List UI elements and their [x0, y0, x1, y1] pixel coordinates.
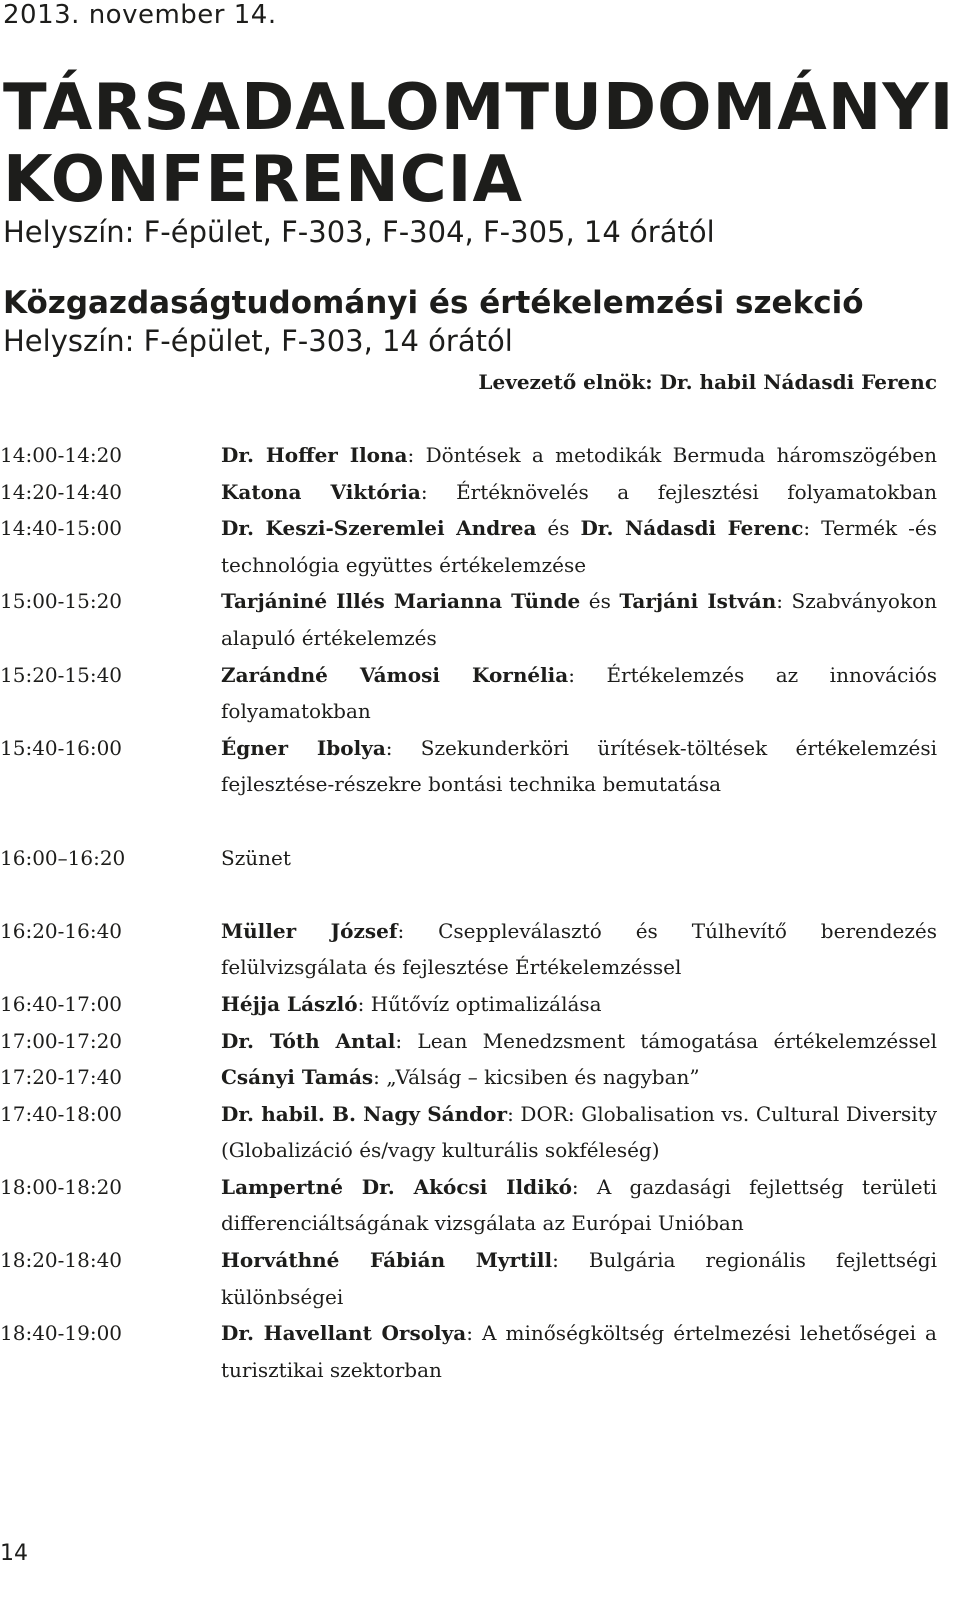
section-title: Közgazdaságtudományi és értékelemzési szekció	[3, 285, 864, 321]
schedule-row	[0, 913, 937, 986]
slot-time: 18:20-18:40	[0, 1248, 123, 1273]
slot-time: 17:40-18:00	[0, 1101, 123, 1126]
speaker-name: Horváthné Fábián Myrtill	[221, 1248, 553, 1273]
slot-text	[221, 1169, 937, 1242]
slot-text	[221, 1242, 937, 1315]
conference-date: 2013. november 14.	[3, 0, 277, 30]
schedule-row	[0, 474, 937, 511]
slot-time: 16:20-16:40	[0, 918, 123, 943]
schedule-row	[0, 730, 937, 803]
speaker-name: Lampertné Dr. Akócsi Ildikó	[221, 1174, 572, 1199]
conference-title: TÁRSADALOMTUDOMÁNYI KONFERENCIA	[3, 71, 955, 217]
spacer	[0, 803, 937, 840]
speaker-name: Dr. Keszi-Szeremlei Andrea	[221, 516, 537, 541]
slot-time: 18:40-19:00	[0, 1321, 123, 1346]
slot-text	[221, 1096, 937, 1169]
slot-text	[221, 840, 937, 877]
talk-title: : „Válság – kicsiben és nagyban”	[373, 1065, 700, 1090]
speaker-joiner: és	[536, 516, 581, 541]
schedule-row	[0, 510, 937, 583]
talk-title: : Termék -és technológia együttes értékelemzése	[221, 516, 937, 577]
schedule-row	[0, 1096, 937, 1169]
section-venue: Helyszín: F-épület, F-303, 14 órától	[3, 324, 513, 358]
talk-title: : Értéknövelés a fejlesztési folyamatokban	[420, 479, 937, 504]
speaker-joiner: és	[580, 589, 620, 614]
slot-time: 14:20-14:40	[0, 479, 123, 504]
speaker-name: Héjja László	[221, 991, 358, 1016]
talk-title: : Szekunderköri ürítések-töltések értékelemzési fejlesztése-részekre bontási technika bemutatása	[221, 735, 937, 797]
talk-title: : Értékelemzés az innovációs folyamatokban	[221, 662, 938, 724]
speaker-name: Dr. habil. B. Nagy Sándor	[221, 1101, 508, 1126]
slot-text	[221, 437, 937, 474]
talk-title: : Cseppleválasztó és Túlhevítő berendezés felülvizsgálata és fejlesztése Értékelemzéssel	[221, 918, 937, 980]
schedule-row	[0, 1315, 937, 1388]
break-label: Szünet	[221, 845, 291, 870]
schedule-row	[0, 1059, 937, 1096]
session-chair: Levezető elnök: Dr. habil Nádasdi Ferenc	[478, 370, 937, 394]
slot-time: 15:40-16:00	[0, 735, 123, 760]
slot-time: 16:00–16:20	[0, 845, 126, 870]
talk-title: : Lean Menedzsment támogatása értékelemzéssel	[395, 1028, 938, 1053]
speaker-name: Csányi Tamás	[221, 1065, 374, 1090]
slot-text	[221, 1315, 937, 1388]
speaker-name: Égner Ibolya	[221, 735, 386, 760]
talk-title: : Bulgária regionális fejlettségi különbségei	[221, 1248, 937, 1309]
schedule-row	[0, 583, 937, 656]
slot-time: 15:20-15:40	[0, 662, 123, 687]
speaker-name: Dr. Hoffer Ilona	[221, 443, 408, 467]
talk-title: : Hűtővíz optimalizálása	[357, 991, 602, 1016]
slot-text	[221, 730, 937, 803]
slot-text	[221, 986, 937, 1023]
speaker-name: Katona Viktória	[221, 479, 421, 504]
spacer	[0, 876, 937, 913]
schedule-row	[0, 437, 937, 474]
talk-title: : A minőségköltség értelmezési lehetőségei a turisztikai szektorban	[221, 1321, 937, 1382]
slot-text	[221, 913, 937, 986]
slot-time: 17:00-17:20	[0, 1028, 123, 1053]
slot-time: 14:40-15:00	[0, 516, 123, 541]
schedule-row-break	[0, 840, 937, 877]
talk-title: : Döntések a metodikák Bermuda háromszögében	[407, 443, 938, 467]
speaker-name: Tarjáni István	[619, 589, 777, 614]
schedule-row	[0, 986, 937, 1023]
speaker-name: Zarándné Vámosi Kornélia	[221, 662, 569, 687]
speaker-name: Dr. Tóth Antal	[221, 1028, 396, 1053]
slot-text	[221, 1023, 937, 1060]
speaker-name: Dr. Havellant Orsolya	[221, 1321, 467, 1346]
schedule-row	[0, 1242, 937, 1315]
slot-time: 18:00-18:20	[0, 1174, 123, 1199]
slot-text	[221, 474, 937, 511]
speaker-name: Tarjániné Illés Marianna Tünde	[221, 589, 581, 614]
schedule-list	[0, 437, 937, 1388]
slot-text	[221, 583, 937, 656]
slot-text	[221, 657, 937, 730]
speaker-name: Dr. Nádasdi Ferenc	[580, 516, 804, 541]
slot-time: 16:40-17:00	[0, 991, 123, 1016]
slot-time: 15:00-15:20	[0, 589, 123, 614]
slot-text	[221, 510, 937, 583]
schedule-row	[0, 1169, 937, 1242]
schedule-row	[0, 657, 937, 730]
page-number: 14	[0, 1541, 28, 1566]
talk-title: : DOR: Globalisation vs. Cultural Diversity (Globalizáció és/vagy kulturális sokféleség)	[221, 1101, 937, 1163]
schedule-row	[0, 1023, 937, 1060]
slot-time: 14:00-14:20	[0, 443, 123, 467]
slot-time: 17:20-17:40	[0, 1065, 123, 1090]
speaker-name: Müller József	[221, 918, 398, 943]
talk-title: : A gazdasági fejlettség területi differenciáltságának vizsgálata az Európai Unióban	[221, 1174, 938, 1236]
conference-venue: Helyszín: F-épület, F-303, F-304, F-305, 14 órától	[3, 215, 715, 249]
talk-title: : Szabványokon alapuló értékelemzés	[221, 589, 937, 650]
slot-text	[221, 1059, 937, 1096]
